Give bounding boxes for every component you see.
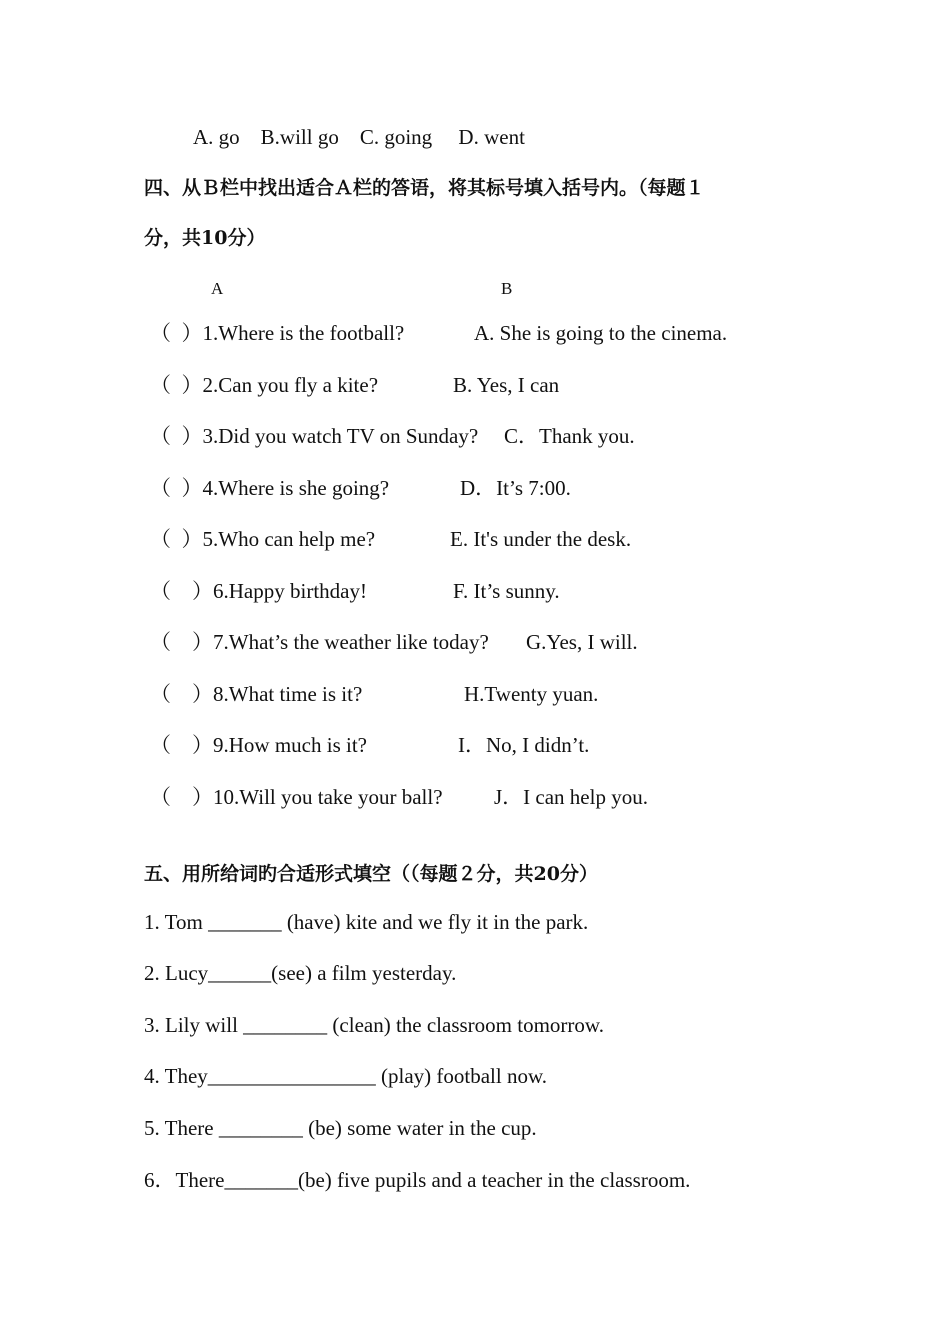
- column-a-label: A: [211, 279, 224, 298]
- fill-in-item: 3. Lily will ________ (clean) the classroom tomorrow.: [144, 1013, 604, 1037]
- matching-answer: A. She is going to the cinema.: [474, 321, 728, 345]
- matching-question: （ ）6.Happy birthday!: [150, 579, 367, 603]
- section-4-title: 四、从Ｂ栏中找出适合Ａ栏的答语，将其标号填入括号内。（每题１: [144, 177, 705, 199]
- matching-answer: H.Twenty yuan.: [464, 682, 599, 706]
- matching-answer: B. Yes, I can: [453, 373, 560, 397]
- matching-answer: E. It's under the desk.: [450, 527, 632, 551]
- matching-answer: D．It’s 7:00.: [460, 476, 571, 500]
- matching-question: （ ）10.Will you take your ball?: [150, 785, 443, 809]
- matching-question: （ ）8.What time is it?: [150, 682, 363, 706]
- previous-question-options: A. go B.will go C. going D. went: [193, 125, 525, 149]
- matching-answer: J．I can help you.: [494, 785, 648, 809]
- fill-in-item: 2. Lucy______(see) a film yesterday.: [144, 961, 457, 985]
- matching-answer: G.Yes, I will.: [526, 630, 638, 654]
- fill-in-item: 6．There_______(be) five pupils and a teacher in the classroom.: [144, 1168, 691, 1192]
- section-5-title: 五、用所给词旳合适形式填空（（每题２分，共20分）: [144, 863, 598, 885]
- matching-question: （ ）1.Where is the football?: [150, 321, 405, 345]
- matching-question: （ ）3.Did you watch TV on Sunday?: [150, 424, 479, 448]
- fill-in-item: 4. They________________ (play) football now.: [144, 1064, 548, 1088]
- matching-question: （ ）5.Who can help me?: [150, 527, 376, 551]
- matching-question: （ ）2.Can you fly a kite?: [150, 373, 379, 397]
- section-4-title-continued: 分，共10分）: [144, 227, 266, 249]
- fill-in-item: 1. Tom _______ (have) kite and we fly it in the park.: [144, 910, 589, 934]
- matching-question: （ ）7.What’s the weather like today?: [150, 630, 489, 654]
- column-b-label: B: [501, 279, 513, 298]
- matching-question: （ ）9.How much is it?: [150, 733, 367, 757]
- matching-answer: C．Thank you.: [504, 424, 635, 448]
- matching-question: （ ）4.Where is she going?: [150, 476, 390, 500]
- matching-answer: F. It’s sunny.: [453, 579, 560, 603]
- matching-answer: I．No, I didn’t.: [458, 733, 590, 757]
- fill-in-item: 5. There ________ (be) some water in the cup.: [144, 1116, 537, 1140]
